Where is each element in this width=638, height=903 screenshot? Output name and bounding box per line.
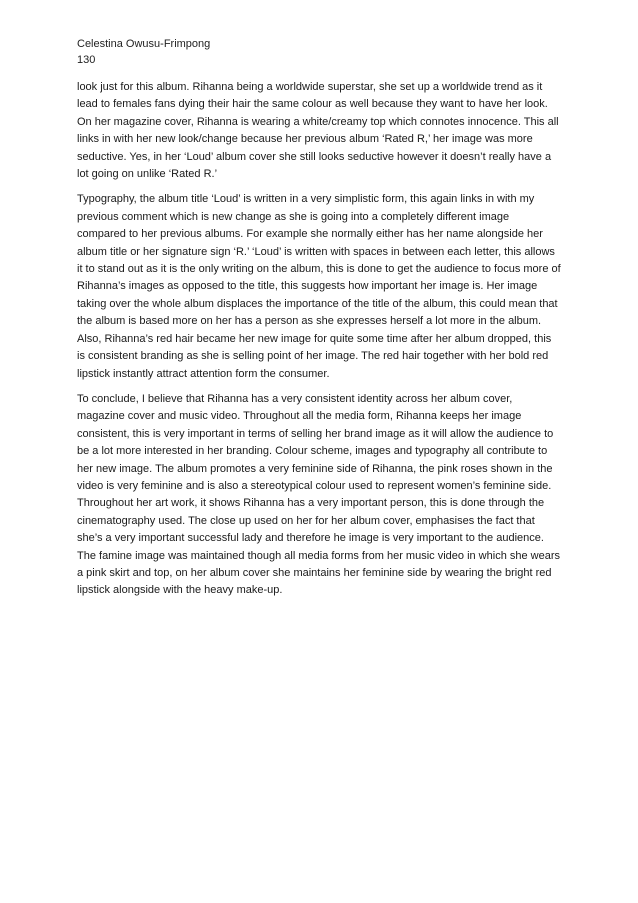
paragraph-2: Typography, the album title ‘Loud’ is written in a very simplistic form, this again links in with my previous comment which is new change as she is going into a completely different image compared to her previous albums. For example she normally either has her name alongside her album title or her signature sign ‘R.’ ‘Loud’ is written with spaces in between each letter, this allows it to stand out as it is the only writing on the album, this is done to get the audience to focus more of Rihanna’s images as opposed to the title, this suggests how important her image is. Her image taking over the whole album displaces the importance of the title of the album, this could mean that the album is based more on her has a person as she expresses herself a lot more in the album. Also, Rihanna’s red hair became her new image for quite some time after her album dropped, this is consistent branding as she is selling point of her image. The red hair together with her bold red lipstick instantly attract attention form the consumer. (77, 193, 561, 380)
essay-body (77, 79, 561, 608)
author-name: Celestina Owusu-Frimpong (77, 38, 211, 50)
page-number: 130 (77, 54, 96, 66)
paragraph-3: To conclude, I believe that Rihanna has a very consistent identity across her album cover, magazine cover and music video. Throughout all the media form, Rihanna keeps her image consistent, this is very important in terms of selling her brand image as it will allow the audience to be a lot more interested in her branding. Colour scheme, images and typography all contribute to her new image. The album promotes a very feminine side of Rihanna, the pink roses shown in the video is very feminine and is also a stereotypical colour used to represent women’s feminine side. Throughout her art work, it shows Rihanna has a very important person, this is done through the cinematography used. The close up used on her for her album cover, emphasises the fact that she’s a very important successful lady and therefore he image is very important to the audience. The famine image was maintained though all media forms from her music video in which she wears a pink skirt and top, on her album cover she maintains her feminine side by wearing the bright red lipstick alongside with the heavy make-up. (77, 392, 560, 597)
page-header (77, 36, 210, 68)
paragraph-1: look just for this album. Rihanna being a worldwide superstar, she set up a worldwide trend as it lead to females fans dying their hair the same colour as well because they want to have her look. On her magazine cover, Rihanna is wearing a white/creamy top which connotes innocence. This all links in with her new look/change because her previous album ‘Rated R,’ her image was more seductive. Yes, in her ‘Loud’ album cover she still looks seductive however it doesn’t really have a lot going on unlike ‘Rated R.’ (77, 81, 559, 181)
